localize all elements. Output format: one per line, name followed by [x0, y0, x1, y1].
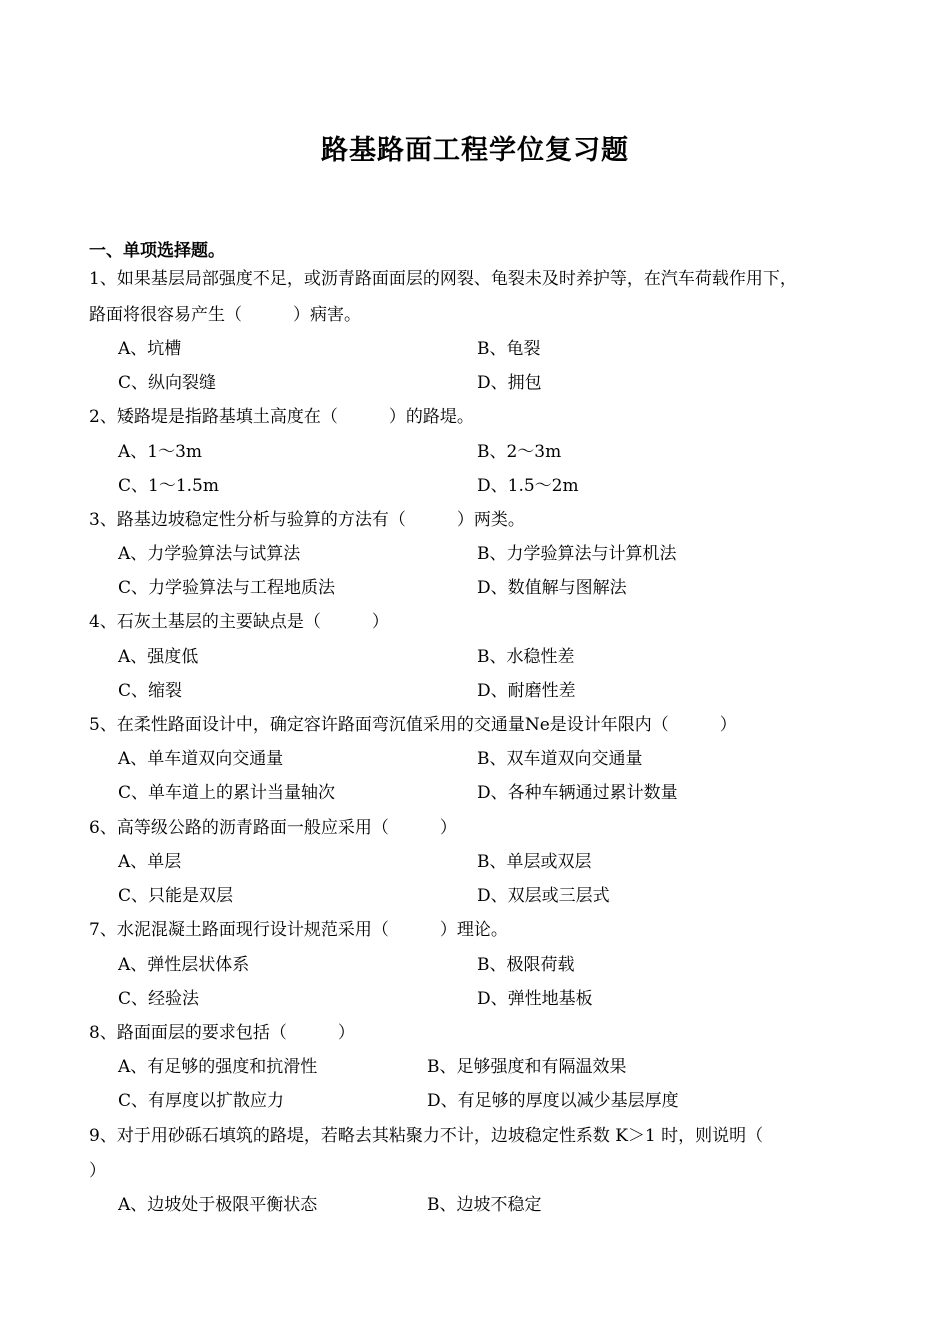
question-5-option-d: D、各种车辆通过累计数量	[477, 783, 678, 803]
question-1-option-a: A、坑槽	[118, 339, 182, 359]
question-7-option-c: C、经验法	[118, 989, 200, 1009]
question-9-option-b: B、边坡不稳定	[427, 1195, 542, 1215]
question-3-option-b: B、力学验算法与计算机法	[477, 544, 677, 564]
question-8-option-a: A、有足够的强度和抗滑性	[118, 1057, 318, 1077]
question-3-option-d: D、数值解与图解法	[477, 578, 627, 598]
question-5-option-a: A、单车道双向交通量	[118, 749, 284, 769]
question-7-option-d: D、弹性地基板	[477, 989, 593, 1009]
question-9-stem-line-1: 9、对于用砂砾石填筑的路堤，若略去其粘聚力不计，边坡稳定性系数 K＞1 时，则说明（	[89, 1126, 764, 1146]
question-2-option-b: B、2～3m	[477, 442, 562, 462]
question-7-stem: 7、水泥混凝土路面现行设计规范采用（ ）理论。	[89, 920, 508, 940]
question-2-option-a: A、1～3m	[118, 442, 203, 462]
question-2-option-c: C、1～1.5m	[118, 476, 219, 496]
question-4-stem: 4、石灰土基层的主要缺点是（ ）	[89, 612, 389, 632]
question-9-stem-line-2: ）	[89, 1161, 106, 1181]
question-3-stem: 3、路基边坡稳定性分析与验算的方法有（ ）两类。	[89, 510, 525, 530]
question-6-stem: 6、高等级公路的沥青路面一般应采用（ ）	[89, 818, 457, 838]
question-1-option-d: D、拥包	[477, 373, 542, 393]
question-8-stem: 8、路面面层的要求包括（ ）	[89, 1023, 355, 1043]
question-4-option-c: C、缩裂	[118, 681, 183, 701]
question-6-option-d: D、双层或三层式	[477, 886, 610, 906]
question-2-stem: 2、矮路堤是指路基填土高度在（ ）的路堤。	[89, 407, 474, 427]
question-4-option-b: B、水稳性差	[477, 647, 575, 667]
question-6-option-c: C、只能是双层	[118, 886, 234, 906]
document-title: 路基路面工程学位复习题	[321, 135, 629, 166]
question-1-option-b: B、龟裂	[477, 339, 541, 359]
section-heading: 一、单项选择题。	[89, 241, 225, 261]
question-8-option-b: B、足够强度和有隔温效果	[427, 1057, 627, 1077]
question-5-option-b: B、双车道双向交通量	[477, 749, 643, 769]
question-5-stem: 5、在柔性路面设计中，确定容许路面弯沉值采用的交通量Ne是设计年限内（ ）	[89, 715, 737, 735]
question-1-stem-line-2: 路面将很容易产生（ ）病害。	[89, 305, 361, 325]
question-7-option-b: B、极限荷载	[477, 955, 575, 975]
question-1-option-c: C、纵向裂缝	[118, 373, 217, 393]
question-4-option-a: A、强度低	[118, 647, 199, 667]
question-6-option-b: B、单层或双层	[477, 852, 592, 872]
question-1-stem-line-1: 1、如果基层局部强度不足，或沥青路面面层的网裂、龟裂未及时养护等，在汽车荷载作用下，	[89, 269, 797, 289]
question-3-option-c: C、力学验算法与工程地质法	[118, 578, 336, 598]
question-3-option-a: A、力学验算法与试算法	[118, 544, 301, 564]
question-5-option-c: C、单车道上的累计当量轴次	[118, 783, 336, 803]
question-4-option-d: D、耐磨性差	[477, 681, 576, 701]
question-8-option-d: D、有足够的厚度以减少基层厚度	[427, 1091, 679, 1111]
question-8-option-c: C、有厚度以扩散应力	[118, 1091, 285, 1111]
question-6-option-a: A、单层	[118, 852, 182, 872]
question-2-option-d: D、1.5～2m	[477, 476, 579, 496]
question-9-option-a: A、边坡处于极限平衡状态	[118, 1195, 318, 1215]
question-7-option-a: A、弹性层状体系	[118, 955, 250, 975]
